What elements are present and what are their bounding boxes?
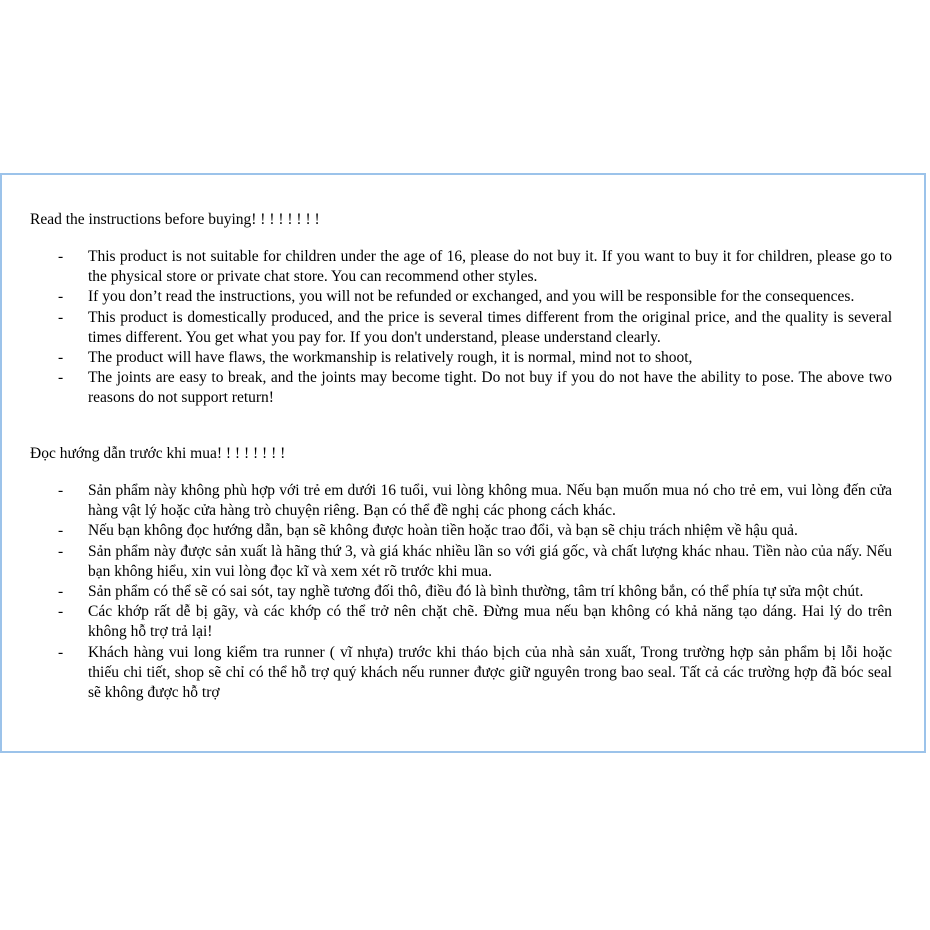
list-item-text: This product is domestically produced, and the price is several times different from the original price, and the quality is several times different. You get what you pay for. If you don't understand, please understand clearly.	[88, 308, 892, 346]
list-item	[58, 481, 892, 521]
bullet-dash: -	[58, 308, 64, 326]
list-item-text: Nếu bạn không đọc hướng dẫn, bạn sẽ không được hoàn tiền hoặc trao đổi, và bạn sẽ chịu trách nhiệm về hậu quả.	[88, 522, 798, 540]
list-item-text: This product is not suitable for children under the age of 16, please do not buy it. If you want to buy it for children, please go to the physical store or private chat store. You can recommend other styles.	[88, 248, 892, 286]
list-item-text: Sản phẩm này không phù hợp với trẻ em dưới 16 tuổi, vui lòng không mua. Nếu bạn muốn mua nó cho trẻ em, vui lòng đến cửa hàng vật lý hoặc cửa hàng trò chuyện riêng. Bạn có thể đề nghị các phong cách khác.	[88, 482, 892, 520]
bullet-dash: -	[58, 248, 64, 265]
list-item-text: Khách hàng vui long kiểm tra runner ( vĩ nhựa) trước khi tháo bịch của nhà sản xuất, Trong trường hợp sản phẩm bị lỗi hoặc thiếu chi tiết, shop sẽ chỉ có thể hỗ trợ quý khách nếu runner được giữ nguyên trong bao seal. Tất cả các trường hợp đã bóc seal sẽ không được hỗ trợ	[88, 643, 892, 702]
bullet-dash: -	[58, 522, 64, 540]
list-item	[58, 582, 892, 602]
list-item-text: Các khớp rất dễ bị gãy, và các khớp có thể trở nên chặt chẽ. Đừng mua nếu bạn không có khả năng tạo dáng. Hai lý do trên không hỗ trợ trả lại!	[88, 603, 892, 641]
list-item	[58, 247, 892, 287]
list-item-text: If you don’t read the instructions, you will not be refunded or exchanged, and you will be responsible for the consequences.	[88, 288, 855, 306]
english-heading: Read the instructions before buying! ! ! ! ! ! ! !	[30, 211, 320, 228]
list-item	[58, 308, 892, 348]
bullet-dash: -	[58, 643, 64, 661]
list-item-text: The joints are easy to break, and the joints may become tight. Do not buy if you do not have the ability to pose. The above two reasons do not support return!	[88, 369, 892, 407]
list-item-text: Sản phẩm này được sản xuất là hãng thứ 3, và giá khác nhiều lần so với giá gốc, và chất lượng khác nhau. Tiền nào của nấy. Nếu bạn không hiểu, xin vui lòng đọc kĩ và xem xét rõ trước khi mua.	[88, 542, 892, 580]
list-item	[58, 368, 892, 408]
bullet-dash: -	[58, 369, 64, 387]
list-item	[58, 602, 892, 642]
list-item-text: Sản phẩm có thể sẽ có sai sót, tay nghề tương đối thô, điều đó là bình thường, tâm trí không bắn, có thể phía tự sửa một chút.	[88, 583, 864, 601]
bullet-dash: -	[58, 542, 64, 560]
list-item	[58, 348, 892, 368]
bullet-dash: -	[58, 482, 64, 499]
list-item-text: The product will have flaws, the workmanship is relatively rough, it is normal, mind not to shoot,	[88, 349, 693, 367]
bullet-dash: -	[58, 583, 64, 601]
list-item	[58, 643, 892, 704]
list-item	[58, 521, 892, 541]
bullet-dash: -	[58, 349, 64, 367]
list-item	[58, 287, 892, 307]
bullet-dash: -	[58, 603, 64, 621]
list-item	[58, 542, 892, 582]
bullet-dash: -	[58, 288, 64, 306]
vietnamese-heading: Đọc hướng dẫn trước khi mua! ! ! ! ! ! ! !	[30, 445, 286, 462]
english-instruction-list	[58, 247, 892, 409]
vietnamese-instruction-list	[58, 481, 892, 703]
